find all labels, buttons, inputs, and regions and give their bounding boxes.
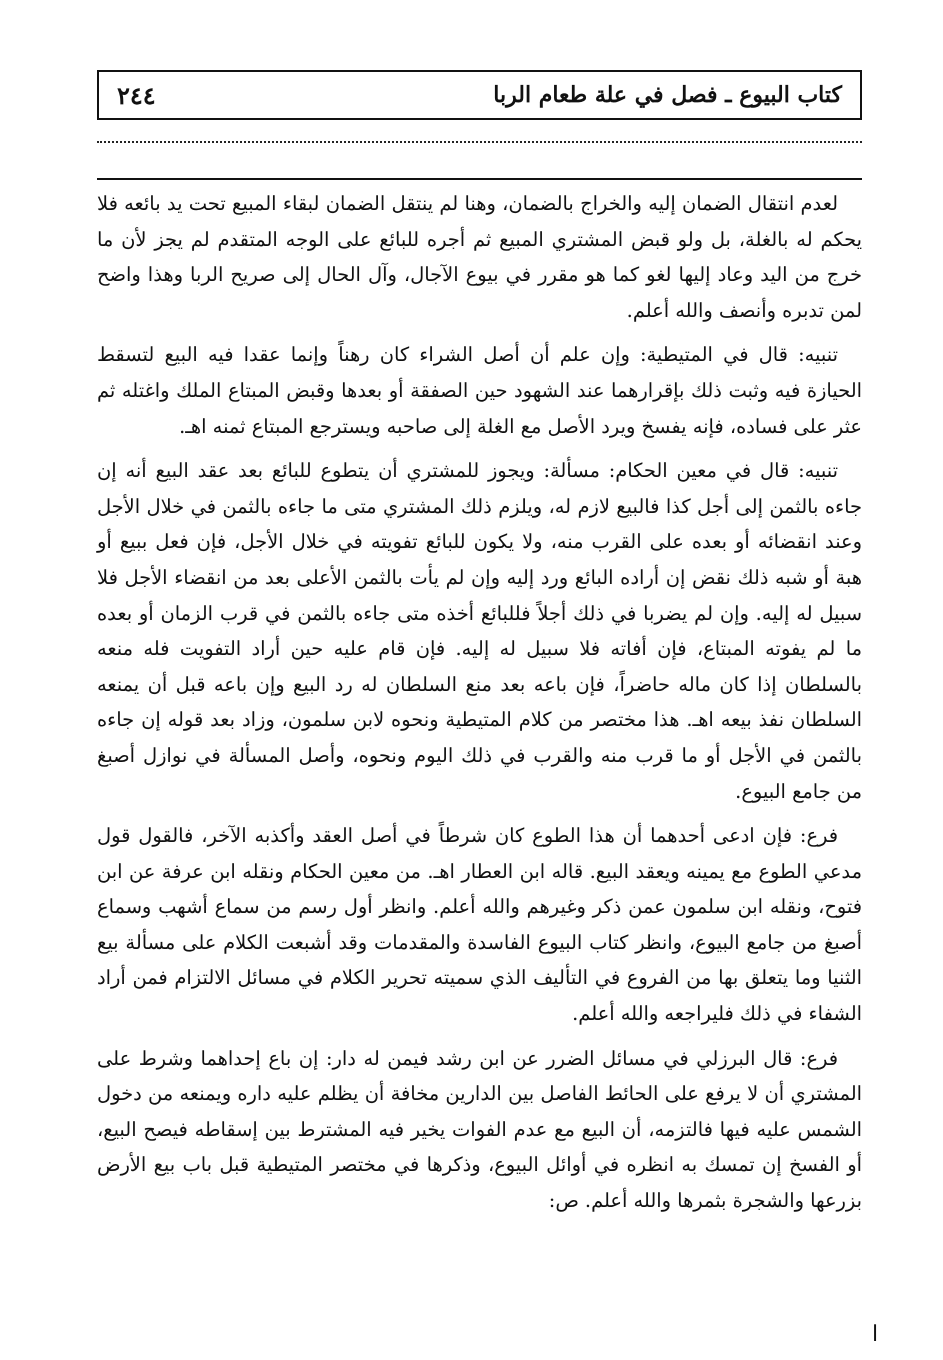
solid-divider (97, 178, 862, 180)
paragraph: تنبيه: قال في المتيطية: وإن علم أن أصل الشراء كان رهناً وإنما عقدا فيه البيع لتسقط الحيازة فيه وثبت ذلك بإقرارهما عند الشهود حين الصفقة أو بعدها وقبض المبتاع الملك واغتله ثم عثر على فساده، فإنه يفسخ ويرد الأصل مع الغلة إلى صاحبه ويسترجع المبتاع ثمنه اهـ. (97, 343, 862, 438)
paragraph: فرع: فإن ادعى أحدهما أن هذا الطوع كان شرطاً في أصل العقد وأكذبه الآخر، فالقول قول مدعي الطوع مع يمينه ويعقد البيع. قاله ابن العطار اهـ. من معين الحكام ونقله ابن عرفة عن ابن فتوح، ونقله ابن سلمون عمن ذكر وغيرهم والله أعلم. وانظر أول رسم من سماع أشهب وسماع أصبغ من جامع البيوع، وانظر كتاب البيوع الفاسدة والمقدمات وقد أشبعت الكلام على مسألة بيع الثنيا وما يتعلق بها من الفروع في التأليف الذي سميته تحرير الكلام في مسائل الالتزام فمن أراد الشفاء في ذلك فليراجعه والله أعلم. (97, 824, 862, 1026)
paragraph: تنبيه: قال في معين الحكام: مسألة: ويجوز للمشتري أن يتطوع للبائع بعد عقد البيع أنه إن جاءه بالثمن إلى أجل كذا فالبيع لازم له، ويلزم ذلك المشتري متى ما جاءه بالثمن في خلال الأجل وعند انقضائه أو بعده على القرب منه، ولا يكون للبائع تفويته في خلال الأجل، فإن فعل ببيع أو هبة أو شبه ذلك نقض إن أراده البائع ورد إليه وإن لم يأت بالثمن الأعلى بعد من انقضاء الأجل فلا سبيل له إليه. وإن لم يضربا في ذلك أجلاً فللبائع أخذه متى جاءه بالثمن في قرب الزمان أو بعده ما لم يفوته المبتاع، فإن أفاته فلا سبيل له إليه. فإن قام عليه حين أراد التفويت فله منعه بالسلطان إذا كان ماله حاضراً، فإن باعه بعد منع السلطان له رد البيع وإن باعه قبل أن يمنعه السلطان نفذ بيعه اهـ. هذا مختصر من كلام المتيطية ونحوه لابن سلمون، وزاد بعد قوله إن جاءه بالثمن في الأجل أو ما قرب منه والقرب في ذلك اليوم ونحوه، وأصل المسألة في نوازل أصبغ من جامع البيوع. (97, 459, 862, 803)
page-number: ٢٤٤ (117, 80, 156, 110)
dotted-divider (97, 141, 862, 143)
paragraph: لعدم انتقال الضمان إليه والخراج بالضمان، وهنا لم ينتقل الضمان لبقاء المبيع تحت يد بائعه فلا يحكم له بالغلة، بل ولو قبض المشتري المبيع ثم أجره للبائع على الوجه المتقدم لم يجز لأن ما خرج من اليد وعاد إليها لغو كما هو مقرر في بيوع الآجال، وآل الحال إلى صريح الربا وهذا واضح لمن تدبره وأنصف والله أعلم. (97, 192, 862, 322)
footer-mark: ا (872, 1322, 879, 1347)
paragraph: فرع: قال البرزلي في مسائل الضرر عن ابن رشد فيمن له دار: إن باع إحداهما وشرط على المشتري أن لا يرفع على الحائط الفاصل بين الدارين مخافة أن يظلم عليه داره ويمنعه من دخول الشمس عليه فيها فالتزمه، أن البيع مع عدم الفوات يخير فيه المشترط بين إسقاطه فيصح البيع، أو الفسخ إن تمسك به انظره في أوائل البيوع، وذكرها في مختصر المتيطية قبل باب بيع الأرض بزرعها والشجرة بثمرها والله أعلم. ص: (97, 1046, 862, 1213)
running-header (97, 70, 862, 120)
chapter-title: كتاب البيوع ـ فصل في علة طعام الربا (493, 82, 842, 108)
body-text (97, 186, 862, 1308)
